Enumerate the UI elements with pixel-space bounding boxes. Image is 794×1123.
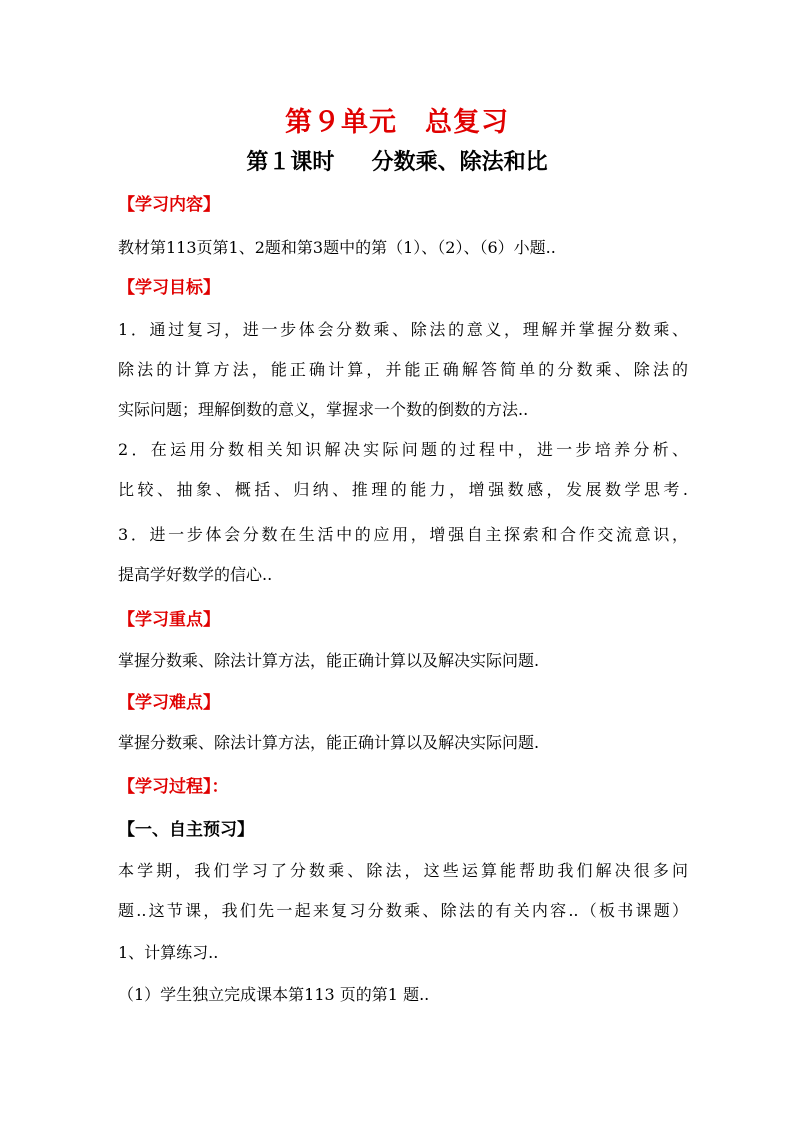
heading-difficulties: 【学习难点】 [118, 693, 220, 713]
lesson-subtitle: 第１课时 分数乘、除法和比 [246, 149, 548, 175]
goals-line-6: 3．进一步体会分数在生活中的应用，增强自主探索和合作交流意识， [118, 525, 688, 544]
goals-line-1: 1．通过复习，进一步体会分数乘、除法的意义，理解并掌握分数乘、 [118, 320, 688, 339]
goals-line-5: 比较、抽象、概括、归纳、推理的能力，增强数感，发展数学思考. [118, 480, 688, 499]
goals-line-4: 2．在运用分数相关知识解决实际问题的过程中，进一步培养分析、 [118, 440, 688, 459]
heading-learning-goals: 【学习目标】 [118, 278, 220, 298]
content-line-1: 教材第113页第1、2题和第3题中的第（1）、（2）、（6）小题.. [118, 238, 556, 257]
preview-line-3: 1、计算练习.. [118, 943, 219, 962]
heading-key-points: 【学习重点】 [118, 610, 220, 630]
goals-line-7: 提高学好数学的信心.. [118, 565, 273, 584]
preview-line-4: （1）学生独立完成课本第113 页的第1 题.. [118, 985, 430, 1004]
goals-line-3: 实际问题；理解倒数的意义，掌握求一个数的倒数的方法.. [118, 400, 529, 419]
heading-self-preview: 【一、自主预习】 [118, 820, 254, 840]
key-points-line-1: 掌握分数乘、除法计算方法，能正确计算以及解决实际问题. [118, 651, 540, 670]
heading-learning-process: 【学习过程】： [118, 777, 229, 797]
unit-title: 第９单元 总复习 [285, 107, 509, 138]
goals-line-2: 除法的计算方法，能正确计算，并能正确解答简单的分数乘、除法的 [118, 360, 688, 379]
preview-line-1: 本学期，我们学习了分数乘、除法，这些运算能帮助我们解决很多问 [118, 861, 688, 880]
heading-learning-content: 【学习内容】 [118, 195, 220, 215]
difficulties-line-1: 掌握分数乘、除法计算方法，能正确计算以及解决实际问题. [118, 733, 540, 752]
preview-line-2: 题..这节课，我们先一起来复习分数乘、除法的有关内容..（板书课题） [118, 901, 688, 920]
